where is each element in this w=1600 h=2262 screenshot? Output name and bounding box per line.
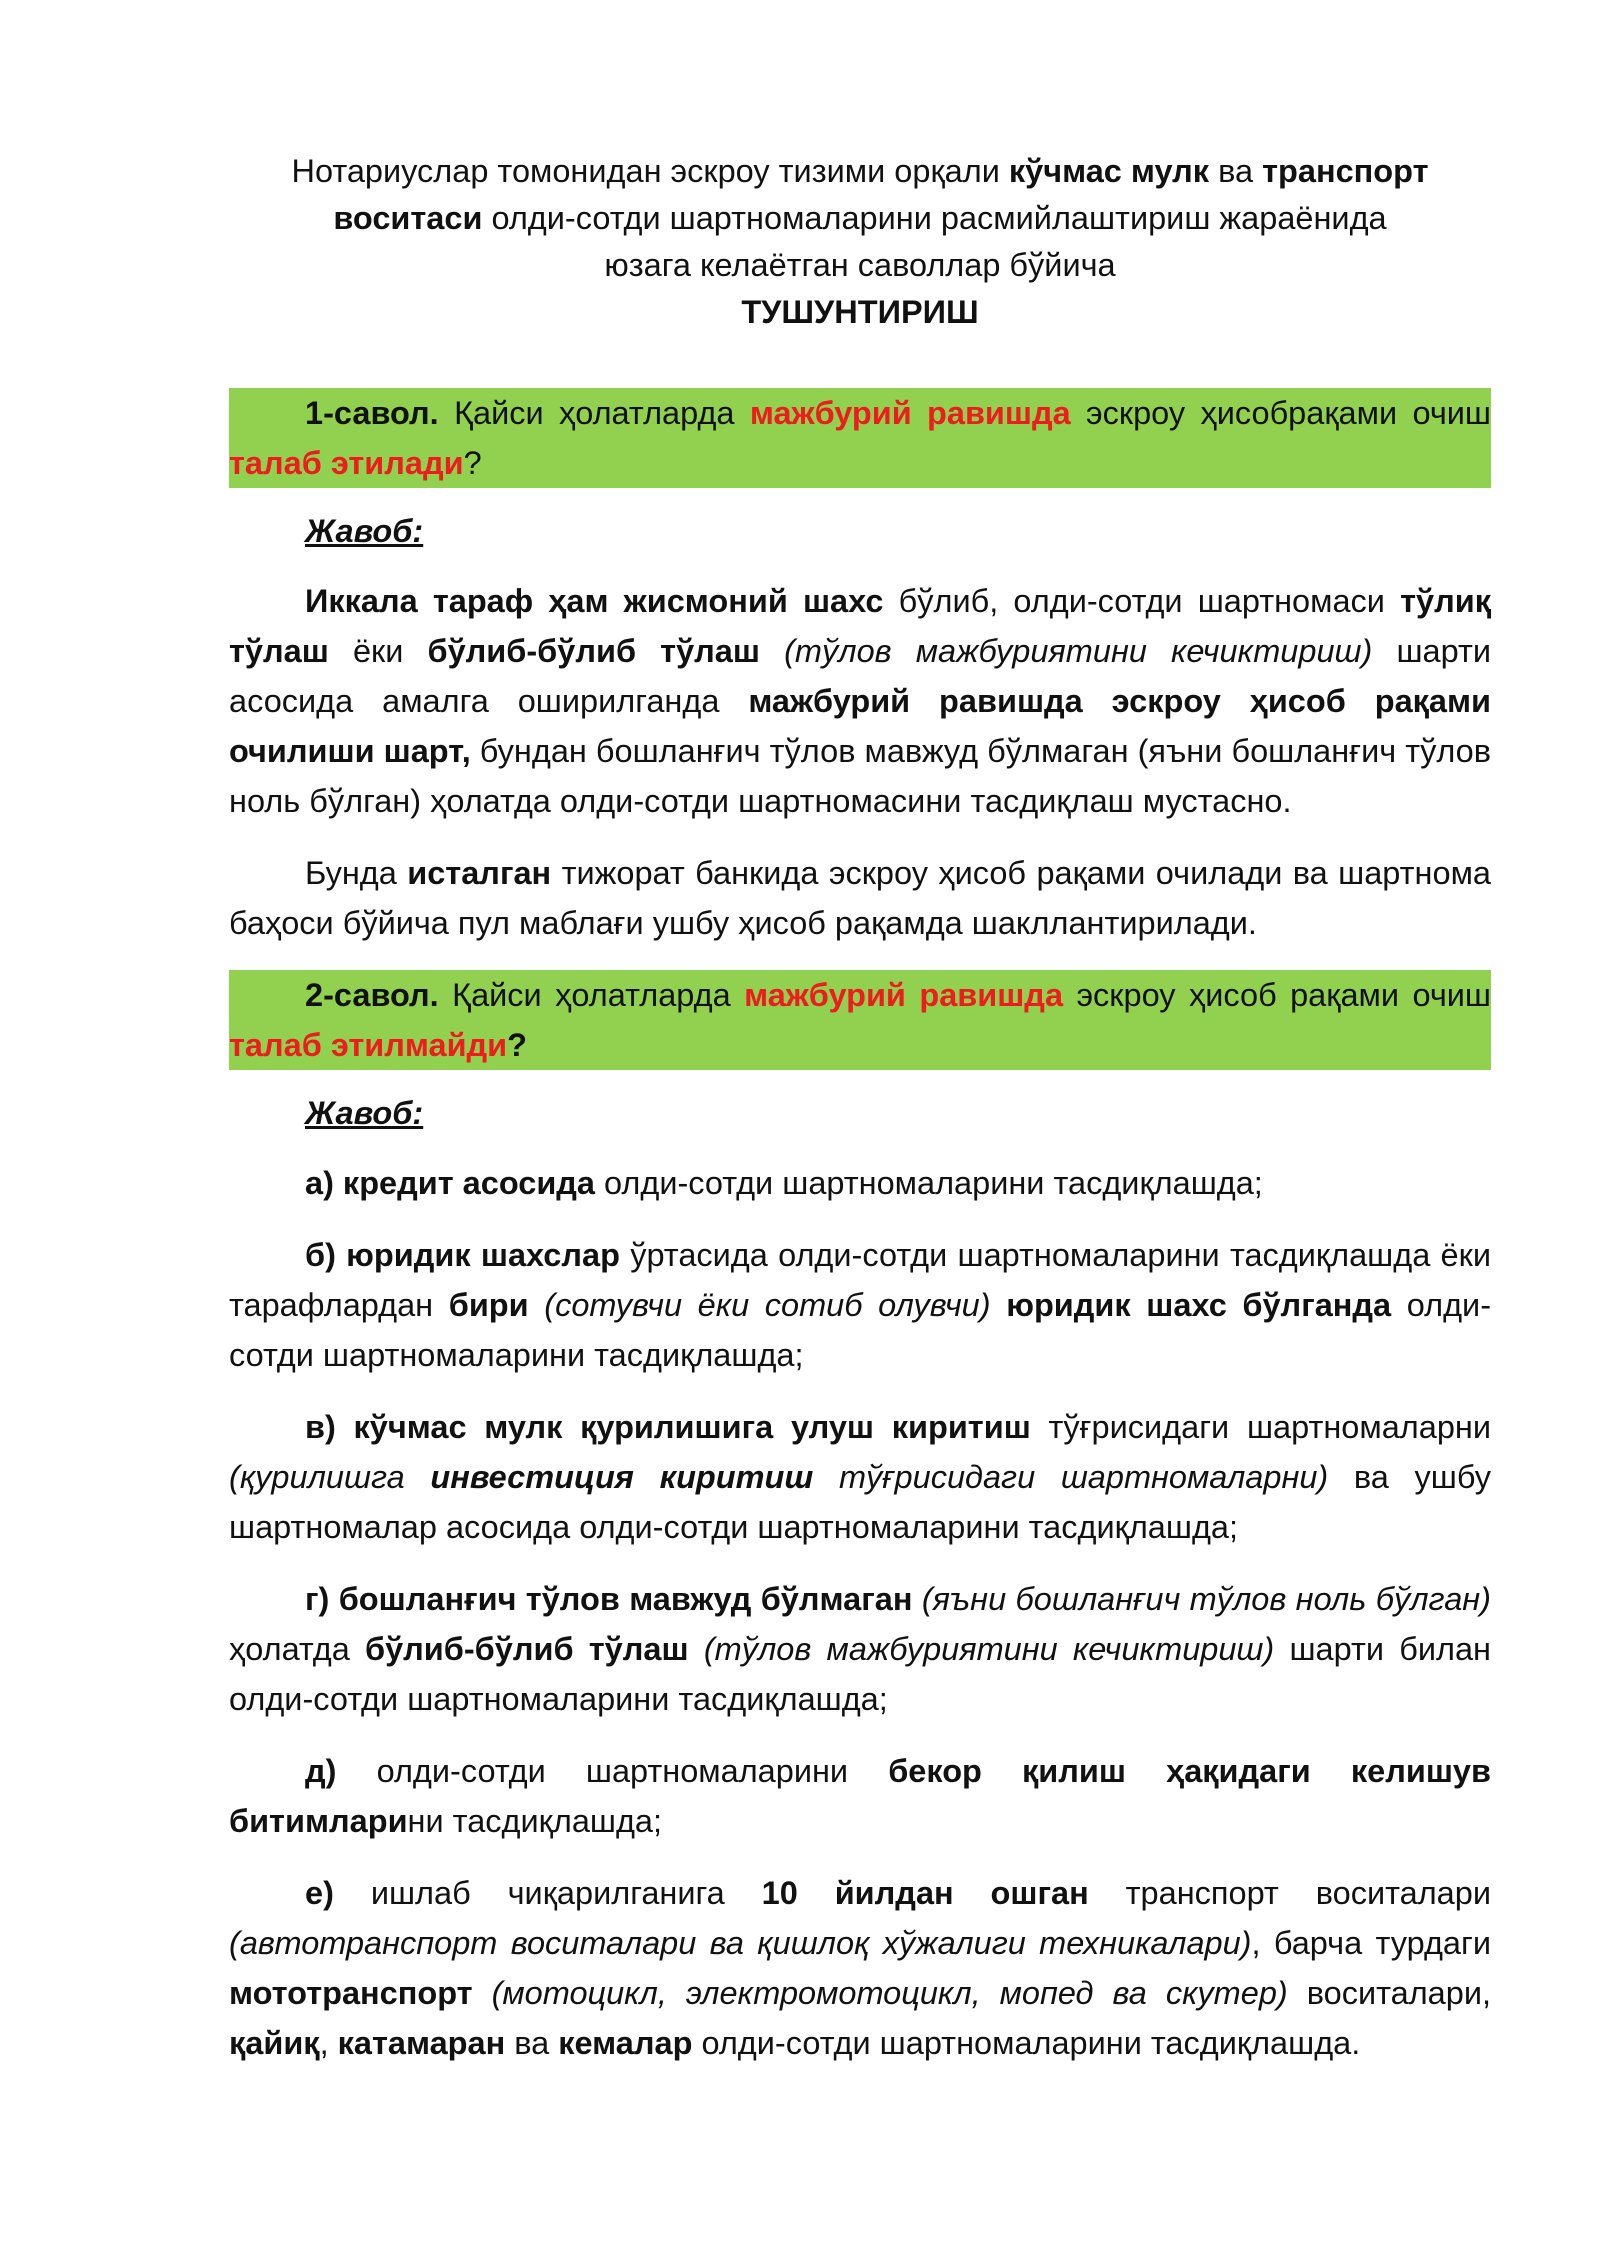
answer-label-1: Жавоб: [305, 513, 424, 549]
list-item-d: д) олди-сотди шартномаларини бекор қилиш ҳақидаги келишув битимларини тасдиқлашда; [229, 1753, 1491, 1839]
question-2: 2-савол. Қайси ҳолатларда мажбурий равишда эскроу ҳисоб рақами очиш талаб этилмайди? [229, 970, 1491, 1070]
title-line-1: Нотариуслар томонидан эскроу тизими орқали кўчмас мулк ва транспорт [291, 153, 1429, 189]
document-title [229, 148, 1491, 336]
list-item-e: е) ишлаб чиқарилганига 10 йилдан ошган транспорт воситалари (автотранспорт воситалари ва қишлоқ хўжалиги техникалари), барча турдаги мототранспорт (мотоцикл, электромотоцикл, мопед ва скутер) воситалари, қайиқ, катамаран ва кемалар олди-сотди шартномаларини тасдиқлашда. [229, 1875, 1491, 2061]
list-item-b: б) юридик шахслар ўртасида олди-сотди шартномаларини тасдиқлашда ёки тарафлардан бири (сотувчи ёки сотиб олувчи) юридик шахс бўлганда олди-сотди шартномаларини тасдиқлашда; [229, 1237, 1492, 1373]
answer-1-paragraph: Иккала тараф ҳам жисмоний шахс бўлиб, олди-сотди шартномаси тўлиқ тўлаш ёки бўлиб-бўлиб тўлаш (тўлов мажбуриятини кечиктириш) шарти асосида амалга оширилганда мажбурий равишда эскроу ҳисоб рақами очилиши шарт, бундан бошланғич тўлов мавжуд бўлмаган (яъни бошланғич тўлов ноль бўлган) ҳолатда олди-сотди шартномасини тасдиқлаш мустасно. [229, 583, 1492, 819]
title-line-2: воситаси олди-сотди шартномаларини расмийлаштириш жараёнида [333, 200, 1387, 236]
title-heading: ТУШУНТИРИШ [741, 294, 979, 330]
list-item-v: в) кўчмас мулк қурилишига улуш киритиш тўғрисидаги шартномаларни (қурилишга инвестиция киритиш тўғрисидаги шартномаларни) ва ушбу шартномалар асосида олди-сотди шартномаларини тасдиқлашда; [229, 1409, 1492, 1545]
list-item-g: г) бошланғич тўлов мавжуд бўлмаган (яъни бошланғич тўлов ноль бўлган) ҳолатда бўлиб-бўлиб тўлаш (тўлов мажбуриятини кечиктириш) шарти билан олди-сотди шартномаларини тасдиқлашда; [229, 1581, 1491, 1717]
title-line-3: юзага келаётган саволлар бўйича [604, 247, 1116, 283]
question-1: 1-савол. Қайси ҳолатларда мажбурий равишда эскроу ҳисобрақами очиш талаб этилади? [229, 388, 1491, 488]
document-page [229, 148, 1491, 2090]
answer-1-note: Бунда исталган тижорат банкида эскроу ҳисоб рақами очилади ва шартнома баҳоси бўйича пул маблағи ушбу ҳисоб рақамда шакллантирилади. [229, 855, 1491, 941]
list-item-a: а) кредит асосида олди-сотди шартномаларини тасдиқлашда; [305, 1165, 1263, 1201]
answer-label-2: Жавоб: [305, 1095, 424, 1131]
